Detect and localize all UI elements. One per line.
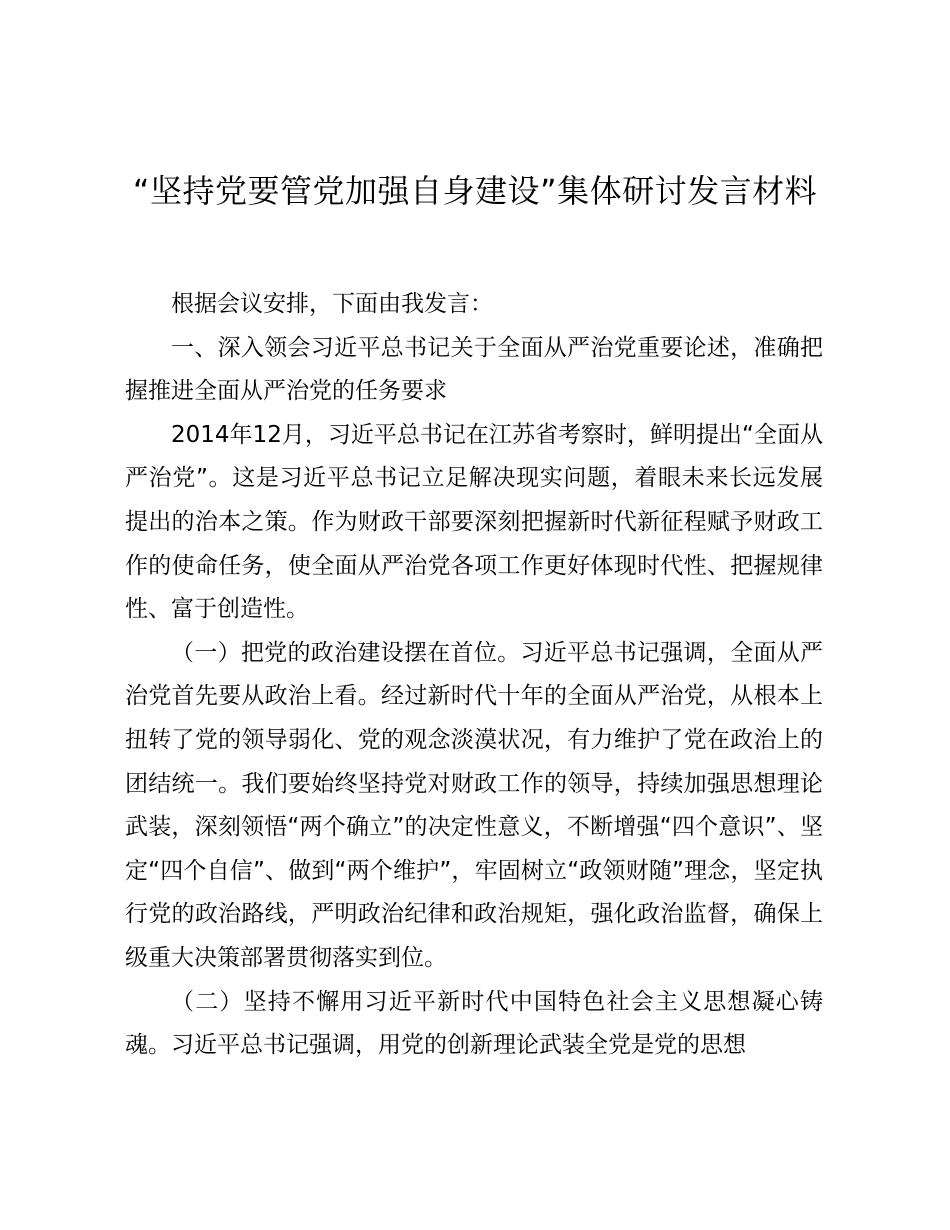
section-heading-1: 一、深入领会习近平总书记关于全面从严治党重要论述，准确把握推进全面从严治党的任务要求 xyxy=(125,334,823,405)
document-title: “坚持党要管党加强自身建设”集体研讨发言材料 xyxy=(132,172,818,210)
paragraph-background: 2014年12月，习近平总书记在江苏省考察时，鲜明提出“全面从严治党”。这是习近平总书记立足解决现实问题，着眼未来长远发展提出的治本之策。作为财政干部要深刻把握新时代新征程赋予财政工作的使命任务，使全面从严治党各项工作更好体现时代性、把握规律性、富于创造性。 xyxy=(125,421,823,623)
paragraph-point-1: （一）把党的政治建设摆在首位。习近平总书记强调，全面从严治党首先要从政治上看。经过新时代十年的全面从严治党，从根本上扭转了党的领导弱化、党的观念淡漠状况，有力维护了党在政治上的团结统一。我们要始终坚持党对财政工作的领导，持续加强思想理论武装，深刻领悟“两个确立”的决定性意义，不断增强“四个意识”、坚定“四个自信”、做到“两个维护”，牢固树立“政领财随”理念，坚定执行党的政治路线，严明政治纪律和政治规矩，强化政治监督，确保上级重大决策部署贯彻落实到位。 xyxy=(125,639,823,971)
paragraph-intro: 根据会议安排，下面由我发言： xyxy=(171,291,493,317)
paragraph-point-2: （二）坚持不懈用习近平新时代中国特色社会主义思想凝心铸魂。习近平总书记强调，用党的创新理论武装全党是党的思想 xyxy=(125,988,823,1059)
document-body xyxy=(125,283,823,1068)
